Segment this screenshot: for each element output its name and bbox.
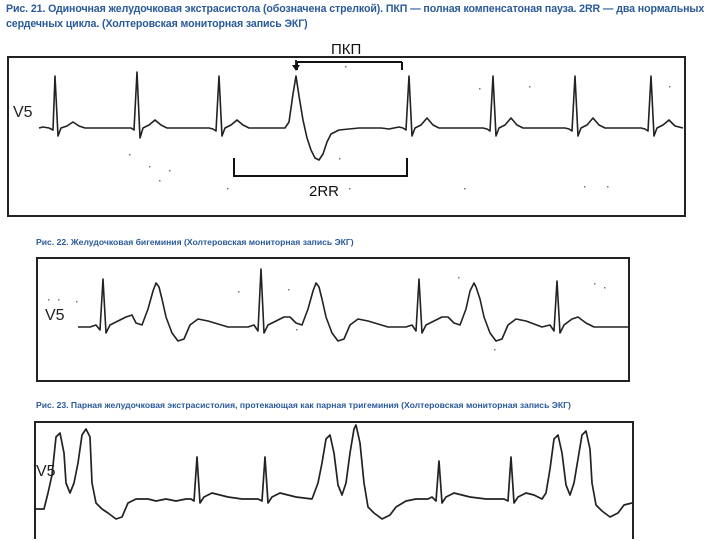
ecg-strip-figure-23: [34, 421, 634, 539]
pause-label: ПКП: [331, 41, 362, 58]
rr-label: 2RR: [309, 183, 340, 200]
ecg-trace-figure-21: [9, 41, 684, 215]
noise-dots: [48, 277, 606, 351]
ecg-waveform: [78, 269, 628, 341]
compensatory-pause-bracket: [297, 62, 402, 70]
figure-21-caption: Рис. 21. Одиночная желудочковая экстрасистола (обозначена стрелкой). ПКП — полная компенсатоная пауза. 2RR — два нормальных сердечных цикла. (Холтеровская мониторная запись ЭКГ): [6, 3, 705, 30]
figure-22-caption: Рис. 22. Желудочковая бигеминия (Холтеровская мониторная запись ЭКГ): [36, 237, 354, 247]
lead-label: V5: [36, 463, 56, 480]
ecg-trace-figure-22: [38, 259, 628, 380]
lead-label: V5: [45, 307, 65, 324]
figure-23-caption: Рис. 23. Парная желудочковая экстрасистолия, протекающая как парная тригеминия (Холтеровская мониторная запись ЭКГ): [36, 400, 571, 410]
ecg-strip-figure-21: [7, 41, 686, 217]
two-rr-bracket: [234, 158, 407, 176]
ecg-strip-figure-22: [36, 257, 630, 382]
lead-label: V5: [13, 104, 33, 121]
ecg-waveform: [39, 72, 683, 160]
ecg-waveform: [36, 425, 632, 519]
ecg-trace-figure-23: [36, 423, 632, 541]
